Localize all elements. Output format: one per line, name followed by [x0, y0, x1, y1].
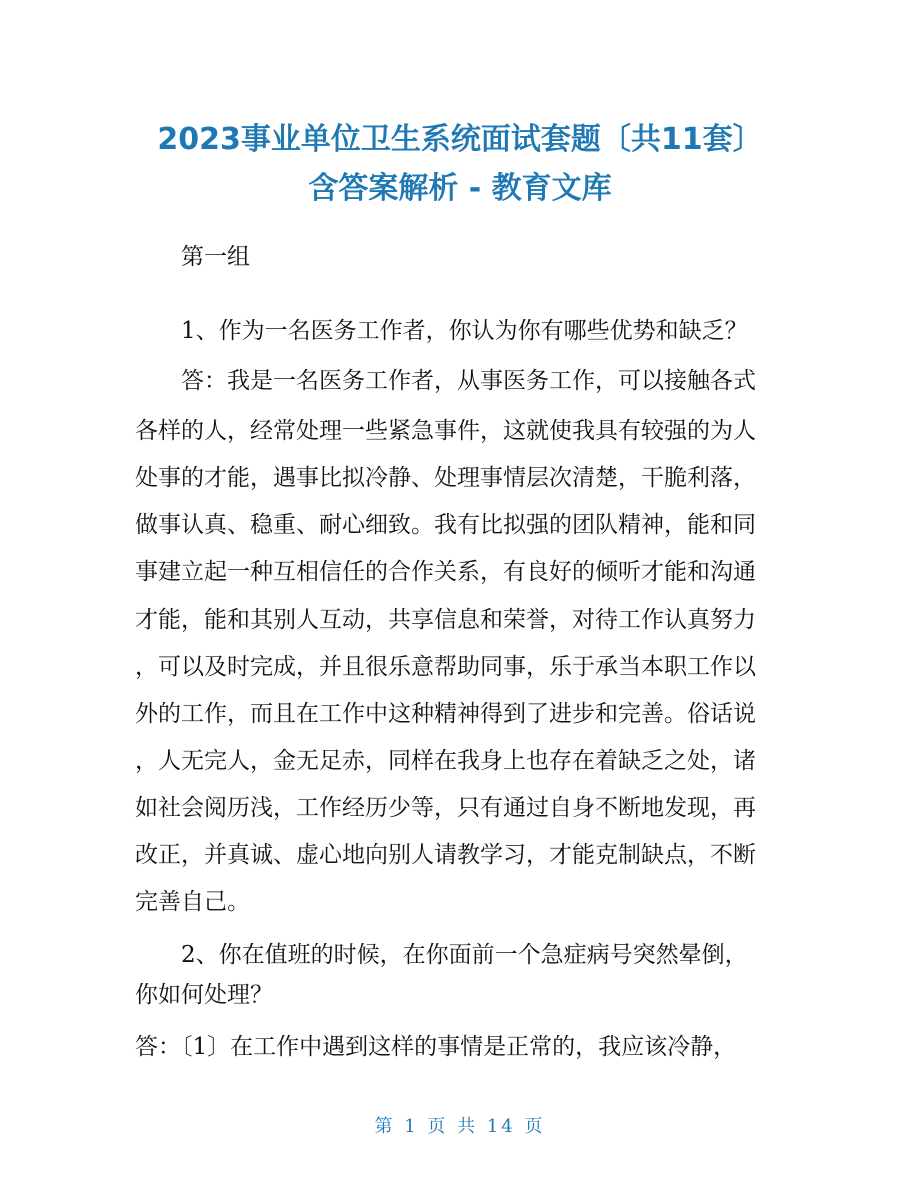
answer-line: 答：〔1〕在工作中遇到这样的事情是正常的，我应该冷静，	[135, 1034, 737, 1060]
answer-line: 如社会阅历浅，工作经历少等，只有通过自身不断地发现，再	[135, 795, 756, 821]
answer-line: 才能，能和其别人互动，共享信息和荣誉，对待工作认真努力	[135, 607, 756, 633]
answer-line: 答：我是一名医务工作者，从事医务工作，可以接触各式	[181, 368, 756, 394]
page-footer: 第 1 页 共 14 页	[374, 1116, 546, 1137]
question-2: 2、你在值班的时候，在你面前一个急症病号突然晕倒，	[181, 942, 748, 968]
document-title-line-2: 含答案解析 - 教育文库	[308, 171, 612, 206]
answer-line: 做事认真、稳重、耐心细致。我有比拟强的团队精神，能和同	[135, 512, 756, 538]
answer-line: 处事的才能，遇事比拟冷静、处理事情层次清楚，干脆利落，	[135, 465, 756, 491]
answer-line: 各样的人，经常处理一些紧急事件，这就使我具有较强的为人	[135, 418, 756, 444]
question-2-continued: 你如何处理？	[135, 982, 273, 1008]
document-title-line-1: 2023事业单位卫生系统面试套题〔共11套〕	[157, 122, 763, 157]
answer-line: ，可以及时完成，并且很乐意帮助同事，乐于承当本职工作以	[135, 654, 756, 680]
answer-line: 外的工作，而且在工作中这种精神得到了进步和完善。俗话说	[135, 701, 756, 727]
answer-line: 完善自己。	[135, 889, 250, 915]
answer-line: 事建立起一种互相信任的合作关系，有良好的倾听才能和沟通	[135, 559, 756, 585]
question-1: 1、作为一名医务工作者，你认为你有哪些优势和缺乏？	[181, 318, 748, 344]
answer-line: 改正，并真诚、虚心地向别人请教学习，才能克制缺点，不断	[135, 842, 756, 868]
answer-line: ，人无完人，金无足赤，同样在我身上也存在着缺乏之处，诸	[135, 748, 756, 774]
section-heading: 第一组	[181, 244, 250, 270]
